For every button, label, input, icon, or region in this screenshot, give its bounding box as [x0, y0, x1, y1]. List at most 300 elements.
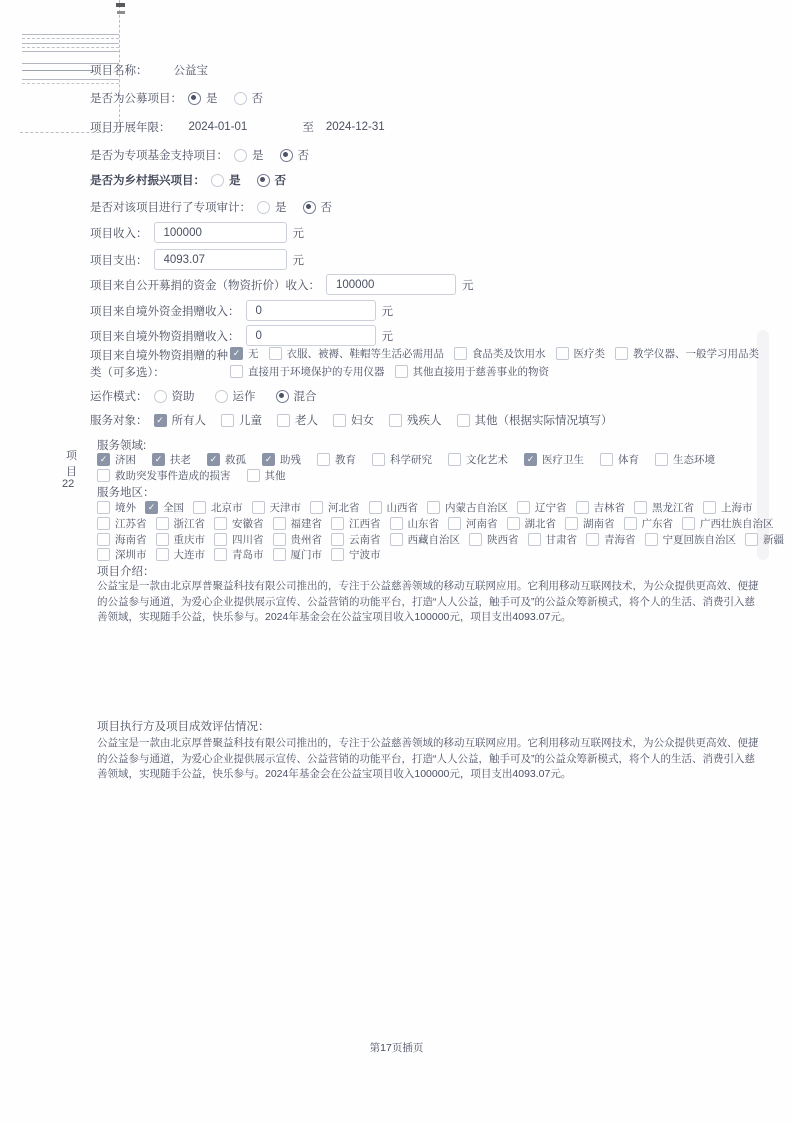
radio-option[interactable] [276, 388, 317, 404]
special-fund-label: 是否为专项基金支持项目： [90, 150, 228, 162]
radio-icon [280, 149, 293, 162]
checkbox-option[interactable] [156, 547, 206, 562]
checkbox-option[interactable] [600, 452, 639, 467]
checkbox-label: 文化艺术 [466, 454, 508, 466]
checkbox-label: 教学仪器、一般学习用品类 [633, 348, 759, 360]
checkbox-icon [152, 453, 165, 466]
checkbox-icon [645, 533, 658, 546]
checkbox-option[interactable] [145, 500, 184, 515]
service-area-label-row [97, 484, 155, 500]
checkbox-icon [565, 517, 578, 530]
expense-label: 项目支出： [90, 254, 148, 267]
checkbox-label: 云南省 [349, 534, 381, 546]
radio-icon [188, 92, 201, 105]
scan-artifact-mark [116, 3, 125, 7]
evaluation-label-row [97, 718, 270, 734]
checkbox-option[interactable] [310, 500, 360, 515]
service-field-row1 [97, 452, 715, 467]
service-area-row1 [97, 500, 753, 515]
checkbox-label: 江苏省 [115, 518, 147, 530]
checkbox-label: 无 [248, 348, 259, 360]
service-area-label: 服务地区： [97, 487, 155, 499]
radio-option[interactable] [257, 199, 287, 215]
radio-icon [257, 201, 270, 214]
checkbox-icon [634, 501, 647, 514]
checkbox-label: 海南省 [115, 534, 147, 546]
radio-option[interactable] [211, 172, 241, 188]
income-input[interactable] [154, 222, 287, 243]
checkbox-label: 济困 [115, 454, 136, 466]
checkbox-option[interactable] [390, 516, 440, 531]
checkbox-icon [97, 501, 110, 514]
checkbox-label: 上海市 [721, 502, 753, 514]
overseas-goods-input[interactable] [246, 325, 376, 346]
checkbox-icon [97, 548, 110, 561]
service-area-row4 [97, 547, 381, 562]
checkbox-option[interactable] [372, 452, 432, 467]
goods-type-label-line1 [90, 347, 228, 363]
checkbox-label: 西藏自治区 [407, 534, 460, 546]
checkbox-icon [655, 453, 668, 466]
radio-option[interactable] [234, 147, 264, 163]
checkbox-option[interactable] [576, 500, 626, 515]
checkbox-label: 衣服、被褥、鞋帽等生活必需用品 [286, 348, 444, 360]
checkbox-icon [331, 533, 344, 546]
goods-type-checkbox-group [230, 346, 759, 361]
checkbox-option[interactable] [586, 532, 636, 547]
checkbox-icon [317, 453, 330, 466]
checkbox-icon [524, 453, 537, 466]
checkbox-icon [390, 533, 403, 546]
checkbox-label: 深圳市 [115, 549, 147, 561]
checkbox-option[interactable] [97, 468, 231, 483]
radio-icon [234, 149, 247, 162]
checkbox-icon [457, 414, 470, 427]
checkbox-label: 天津市 [269, 502, 301, 514]
checkbox-label: 教育 [335, 454, 356, 466]
checkbox-label: 儿童 [239, 415, 262, 427]
checkbox-label: 河北省 [328, 502, 360, 514]
checkbox-label: 医疗卫生 [542, 454, 584, 466]
checkbox-label: 宁夏回族自治区 [662, 534, 736, 546]
service-target-label: 服务对象： [90, 415, 148, 427]
overseas-fund-unit: 元 [381, 305, 393, 318]
evaluation-paragraph: 公益宝是一款由北京厚普聚益科技有限公司推出的，专注于公益慈善领域的移动互联网应用。它利用移动互联网技术，为公众提供更高效、便捷的公益参与通道，为爱心企业提供展示宣传、公益营销的功能平台，打造“人人公益，触手可及”的公益众筹新模式，将个人的生活、消费引入慈善领域，实现随手公益，快乐参与。2024年基金会在公益宝项目收入100000元，项目支出4093.07元。 [97, 737, 759, 780]
checkbox-label: 四川省 [232, 534, 264, 546]
service-area-row3 [97, 532, 784, 547]
checkbox-icon [448, 453, 461, 466]
scan-artifact-hline [22, 34, 119, 35]
overseas-goods-label: 项目来自境外物资捐赠收入： [90, 330, 240, 343]
checkbox-option[interactable] [214, 547, 264, 562]
checkbox-icon [517, 501, 530, 514]
checkbox-icon [230, 347, 243, 360]
checkbox-icon [156, 517, 169, 530]
checkbox-label: 广西壮族自治区 [700, 518, 774, 530]
checkbox-icon [193, 501, 206, 514]
checkbox-option[interactable] [214, 516, 264, 531]
checkbox-icon [269, 347, 282, 360]
service-area-checkbox-group [97, 547, 381, 562]
checkbox-option[interactable] [703, 500, 753, 515]
expense-input[interactable] [154, 249, 287, 270]
radio-option[interactable] [154, 388, 195, 404]
intro-label: 项目介绍： [97, 566, 155, 578]
checkbox-label: 陕西省 [487, 534, 519, 546]
checkbox-icon [154, 414, 167, 427]
checkbox-icon [252, 501, 265, 514]
radio-icon [257, 174, 270, 187]
checkbox-label: 浙江省 [173, 518, 205, 530]
checkbox-option[interactable] [230, 364, 385, 379]
checkbox-icon [682, 517, 695, 530]
scan-artifact-mark [117, 11, 125, 14]
scan-artifact-hline [22, 43, 119, 44]
special-fund-row [90, 147, 309, 163]
checkbox-option[interactable] [273, 516, 323, 531]
service-target-row [90, 412, 613, 428]
radio-icon [276, 390, 289, 403]
service-field-checkbox-group [97, 468, 286, 483]
project-name-row [90, 62, 208, 78]
radio-option[interactable] [188, 90, 218, 106]
is-public-label: 是否为公募项目： [90, 93, 182, 105]
checkbox-option[interactable] [369, 500, 419, 515]
checkbox-label: 山西省 [386, 502, 418, 514]
checkbox-label: 直接用于环境保护的专用仪器 [248, 366, 385, 378]
checkbox-icon [395, 365, 408, 378]
checkbox-label: 食品类及饮用水 [472, 348, 546, 360]
checkbox-option[interactable] [745, 532, 784, 547]
margin-label-char1: 项 [66, 450, 77, 462]
checkbox-option[interactable] [262, 452, 301, 467]
operation-row [90, 388, 317, 404]
checkbox-icon [97, 453, 110, 466]
radio-option[interactable] [280, 147, 310, 163]
radio-label: 是 [275, 202, 287, 214]
checkbox-label: 内蒙古自治区 [445, 502, 508, 514]
intro-label-row [97, 563, 155, 579]
margin-label-char2: 目 [66, 466, 77, 478]
checkbox-icon [97, 517, 110, 530]
checkbox-icon [448, 517, 461, 530]
checkbox-option[interactable] [331, 547, 381, 562]
checkbox-icon [214, 517, 227, 530]
checkbox-option[interactable] [634, 500, 694, 515]
public-raise-income-row [90, 274, 474, 295]
expense-row [90, 249, 304, 270]
audit-label: 是否对该项目进行了专项审计： [90, 202, 251, 214]
checkbox-icon [331, 517, 344, 530]
checkbox-label: 医疗类 [573, 348, 605, 360]
radio-icon [211, 174, 224, 187]
checkbox-label: 辽宁省 [535, 502, 567, 514]
checkbox-icon [507, 517, 520, 530]
checkbox-icon [586, 533, 599, 546]
checkbox-icon [207, 453, 220, 466]
scan-artifact-hline [22, 51, 119, 52]
checkbox-option[interactable] [273, 532, 323, 547]
checkbox-option[interactable] [331, 516, 381, 531]
checkbox-option[interactable] [317, 452, 356, 467]
checkbox-icon [576, 501, 589, 514]
radio-option[interactable] [215, 388, 256, 404]
radio-label: 否 [251, 93, 263, 105]
checkbox-option[interactable] [528, 532, 578, 547]
checkbox-label: 全国 [163, 502, 184, 514]
checkbox-label: 江西省 [349, 518, 381, 530]
scan-artifact-hline [22, 38, 119, 39]
checkbox-label: 甘肃省 [545, 534, 577, 546]
overseas-fund-row [90, 300, 393, 321]
radio-label: 混合 [293, 391, 317, 403]
service-field-checkbox-group [97, 452, 715, 467]
checkbox-label: 残疾人 [407, 415, 442, 427]
checkbox-option[interactable] [277, 412, 318, 428]
checkbox-option[interactable] [97, 500, 136, 515]
checkbox-icon [624, 517, 637, 530]
checkbox-option[interactable] [448, 516, 498, 531]
income-unit: 元 [292, 227, 304, 240]
radio-icon [154, 390, 167, 403]
checkbox-option[interactable] [395, 364, 550, 379]
checkbox-option[interactable] [469, 532, 519, 547]
overseas-fund-label: 项目来自境外资金捐赠收入： [90, 305, 240, 318]
audit-radio-group [257, 199, 332, 215]
checkbox-icon [214, 533, 227, 546]
checkbox-label: 安徽省 [232, 518, 264, 530]
checkbox-label: 广东省 [641, 518, 673, 530]
checkbox-icon [372, 453, 385, 466]
service-area-checkbox-group [97, 532, 784, 547]
radio-label: 否 [320, 202, 332, 214]
goods-type-checkbox-group [230, 364, 549, 379]
overseas-fund-input[interactable] [246, 300, 376, 321]
goods-type-label-line2 [90, 364, 165, 380]
service-target-checkbox-group [154, 412, 613, 428]
checkbox-label: 境外 [115, 502, 136, 514]
rural-radio-group [211, 172, 286, 188]
income-row [90, 222, 304, 243]
service-area-checkbox-group [97, 500, 753, 515]
checkbox-option[interactable] [645, 532, 737, 547]
checkbox-icon [454, 347, 467, 360]
checkbox-option[interactable] [97, 452, 136, 467]
radio-label: 是 [229, 175, 241, 187]
checkbox-option[interactable] [214, 532, 264, 547]
checkbox-option[interactable] [448, 452, 508, 467]
checkbox-icon [703, 501, 716, 514]
checkbox-option[interactable] [331, 532, 381, 547]
goods-type-label: 项目来自境外物资捐赠的种 [90, 350, 228, 362]
checkbox-label: 其他 [264, 470, 286, 482]
checkbox-label: 科学研究 [390, 454, 432, 466]
service-area-checkbox-group [97, 516, 774, 531]
checkbox-option[interactable] [207, 452, 246, 467]
checkbox-label: 所有人 [171, 415, 206, 427]
checkbox-icon [156, 548, 169, 561]
checkbox-option[interactable] [615, 346, 759, 361]
goods-type-row1 [230, 346, 759, 361]
checkbox-label: 青岛市 [232, 549, 264, 561]
operation-label: 运作模式： [90, 391, 148, 403]
checkbox-label: 厦门市 [290, 549, 322, 561]
checkbox-icon [273, 548, 286, 561]
duration-start: 2024-01-01 [188, 121, 248, 133]
rural-row [90, 172, 286, 188]
checkbox-icon [145, 501, 158, 514]
checkbox-option[interactable] [273, 547, 323, 562]
scan-artifact-hline [22, 79, 119, 80]
checkbox-label: 河南省 [466, 518, 498, 530]
checkbox-label: 救助突发事件造成的损害 [115, 470, 231, 482]
checkbox-icon [230, 365, 243, 378]
radio-icon [215, 390, 228, 403]
checkbox-option[interactable] [193, 500, 243, 515]
checkbox-option[interactable] [517, 500, 567, 515]
checkbox-icon [331, 548, 344, 561]
scan-artifact-hline [22, 83, 119, 84]
checkbox-label: 新疆 [763, 534, 784, 546]
checkbox-icon [273, 533, 286, 546]
checkbox-option[interactable] [333, 412, 374, 428]
checkbox-label: 体育 [618, 454, 639, 466]
operation-radio-group [154, 388, 317, 404]
checkbox-label: 助残 [280, 454, 301, 466]
checkbox-option[interactable] [457, 412, 613, 428]
page-footer: 第17页插页 [369, 1042, 424, 1054]
checkbox-label: 贵州省 [290, 534, 322, 546]
scan-artifact-hline [22, 47, 119, 48]
checkbox-option[interactable] [154, 412, 207, 428]
service-field-row2 [97, 468, 286, 483]
checkbox-option[interactable] [247, 468, 286, 483]
project-name-label: 项目名称： [90, 65, 148, 77]
checkbox-label: 老人 [295, 415, 318, 427]
margin-label-num: 22 [62, 478, 75, 490]
checkbox-option[interactable] [454, 346, 546, 361]
checkbox-option[interactable] [390, 532, 461, 547]
public-raise-income-input[interactable] [326, 274, 456, 295]
radio-icon [234, 92, 247, 105]
checkbox-icon [556, 347, 569, 360]
checkbox-option[interactable] [230, 346, 259, 361]
special-fund-radio-group [234, 147, 309, 163]
project-name-value: 公益宝 [173, 65, 208, 77]
checkbox-option[interactable] [556, 346, 606, 361]
audit-row [90, 199, 332, 215]
checkbox-icon [389, 414, 402, 427]
duration-end: 2024-12-31 [325, 121, 385, 133]
checkbox-icon [277, 414, 290, 427]
checkbox-icon [262, 453, 275, 466]
checkbox-icon [214, 548, 227, 561]
checkbox-label: 湖南省 [583, 518, 615, 530]
checkbox-icon [390, 517, 403, 530]
checkbox-option[interactable] [252, 500, 302, 515]
checkbox-label: 生态环境 [673, 454, 715, 466]
intro-paragraph: 公益宝是一款由北京厚普聚益科技有限公司推出的，专注于公益慈善领域的移动互联网应用。它利用移动互联网技术，为公众提供更高效、便捷的公益参与通道，为爱心企业提供展示宣传、公益营销的功能平台，打造“人人公益，触手可及”的公益众筹新模式，将个人的生活、消费引入慈善领域，实现随手公益，快乐参与。2024年基金会在公益宝项目收入100000元，项目支出4093.07元。 [97, 580, 759, 623]
scan-artifact-hline [22, 70, 94, 71]
checkbox-option[interactable] [156, 532, 206, 547]
goods-type-label: 类（可多选）： [90, 367, 165, 379]
checkbox-icon [369, 501, 382, 514]
checkbox-option[interactable] [97, 516, 147, 531]
checkbox-option[interactable] [97, 547, 147, 562]
checkbox-label: 救孤 [225, 454, 246, 466]
checkbox-icon [273, 517, 286, 530]
checkbox-option[interactable] [682, 516, 774, 531]
checkbox-option[interactable] [655, 452, 715, 467]
checkbox-icon [97, 469, 110, 482]
service-field-label: 服务领域: [97, 440, 147, 452]
checkbox-label: 福建省 [290, 518, 322, 530]
checkbox-label: 吉林省 [593, 502, 625, 514]
checkbox-option[interactable] [565, 516, 615, 531]
checkbox-icon [528, 533, 541, 546]
checkbox-option[interactable] [152, 452, 191, 467]
radio-option[interactable] [234, 90, 264, 106]
checkbox-option[interactable] [427, 500, 508, 515]
radio-option[interactable] [257, 172, 287, 188]
checkbox-icon [156, 533, 169, 546]
checkbox-label: 大连市 [173, 549, 205, 561]
goods-type-row2 [230, 364, 549, 379]
checkbox-icon [333, 414, 346, 427]
checkbox-icon [745, 533, 758, 546]
radio-option[interactable] [303, 199, 333, 215]
checkbox-label: 其他（根据实际情况填写） [474, 415, 613, 427]
checkbox-option[interactable] [269, 346, 445, 361]
income-label: 项目收入： [90, 227, 148, 240]
overseas-goods-unit: 元 [381, 330, 393, 343]
checkbox-label: 黑龙江省 [652, 502, 694, 514]
checkbox-option[interactable] [624, 516, 674, 531]
public-raise-income-label: 项目来自公开募捐的资金（物资折价）收入： [90, 279, 320, 292]
radio-label: 否 [274, 175, 286, 187]
duration-label: 项目开展年限： [90, 122, 171, 134]
expense-unit: 元 [292, 254, 304, 267]
checkbox-label: 妇女 [351, 415, 374, 427]
service-area-row2 [97, 516, 774, 531]
radio-label: 运作 [232, 391, 256, 403]
radio-label: 是 [252, 150, 264, 162]
radio-label: 资助 [171, 391, 195, 403]
radio-label: 是 [206, 93, 218, 105]
checkbox-label: 山东省 [407, 518, 439, 530]
checkbox-icon [97, 533, 110, 546]
duration-row [90, 119, 385, 135]
checkbox-option[interactable] [156, 516, 206, 531]
radio-icon [303, 201, 316, 214]
checkbox-option[interactable] [221, 412, 262, 428]
checkbox-option[interactable] [97, 532, 147, 547]
checkbox-icon [469, 533, 482, 546]
evaluation-label: 项目执行方及项目成效评估情况： [97, 721, 270, 733]
radio-label: 否 [297, 150, 309, 162]
duration-to: 至 [302, 122, 314, 134]
overseas-goods-row [90, 325, 393, 346]
checkbox-option[interactable] [524, 452, 584, 467]
checkbox-label: 湖北省 [524, 518, 556, 530]
checkbox-option[interactable] [389, 412, 442, 428]
checkbox-label: 北京市 [211, 502, 243, 514]
checkbox-label: 青海省 [604, 534, 636, 546]
checkbox-option[interactable] [507, 516, 557, 531]
checkbox-label: 宁波市 [349, 549, 381, 561]
rural-label: 是否为乡村振兴项目： [90, 175, 205, 187]
checkbox-label: 重庆市 [173, 534, 205, 546]
